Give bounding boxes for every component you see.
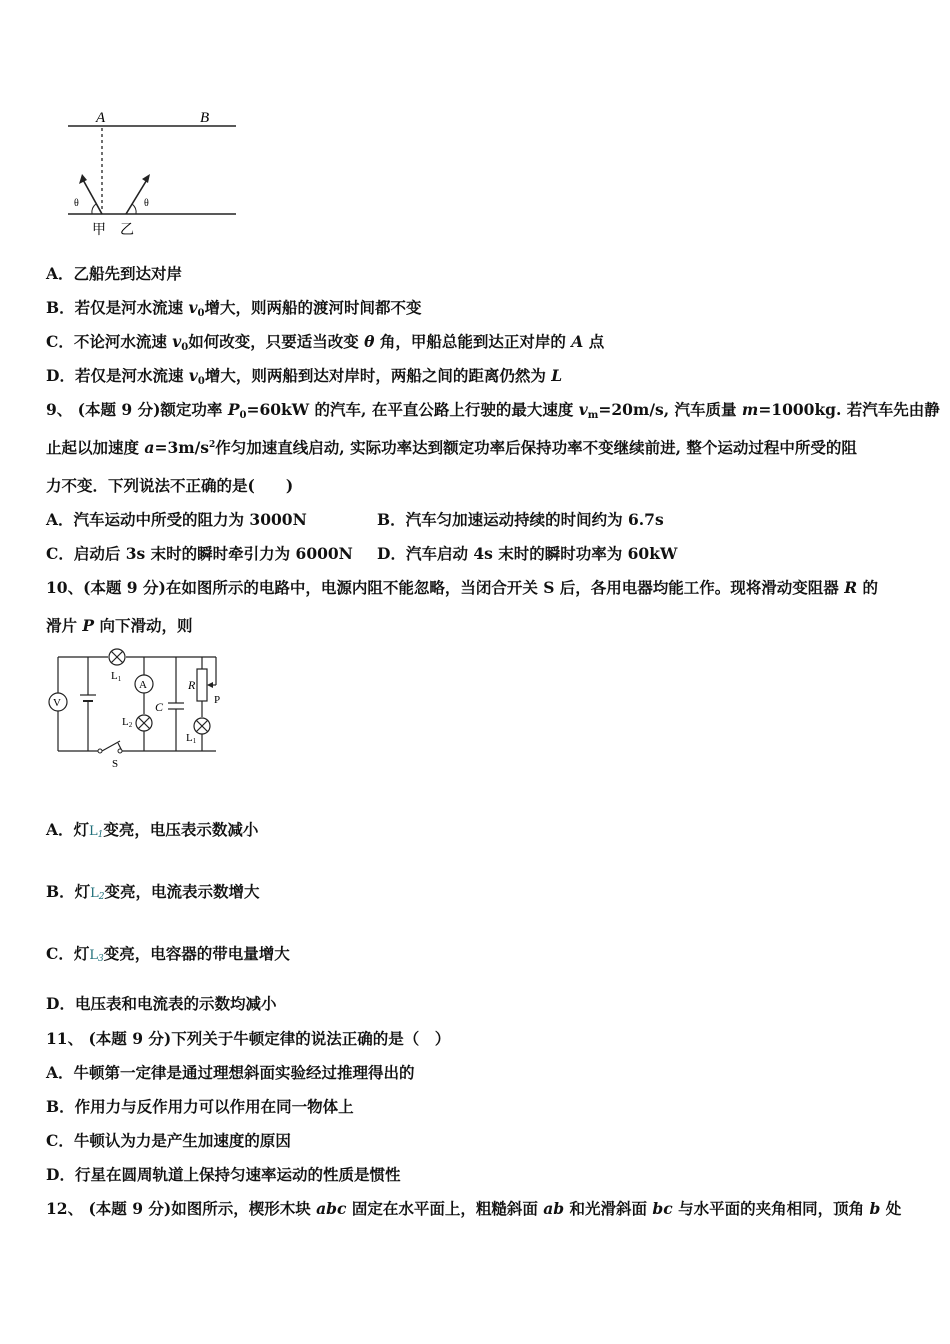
q11-option-a: A．牛顿第一定律是通过理想斜面实验经过推理得出的 xyxy=(46,1063,415,1082)
q10-option-b: B．灯L2变亮，电流表示数增大 xyxy=(46,882,260,902)
lamp-symbol: L3 xyxy=(89,948,104,964)
q9-stem-line3: 力不变．下列说法不正确的是( ) xyxy=(46,476,294,495)
q9-option-d: D．汽车启动 4s 末时的瞬时功率为 60kW xyxy=(377,544,678,563)
lamp-symbol: L2 xyxy=(90,886,105,902)
q12-stem-line1: 12、 (本题 9 分)如图所示，楔形木块 abc 固定在水平面上，粗糙斜面 ab 和光滑斜面 bc 与水平面的夹角相同，顶角 b 处 xyxy=(46,1199,902,1218)
q8-option-d: D．若仅是河水流速 $v_0$增大，则两船到达对岸时，两船之间的距离仍然为 L xyxy=(46,366,563,387)
river-crossing-figure xyxy=(60,100,250,240)
q9-stem-line2: 止起以加速度 $a=3m/s^2$作匀加速直线启动, 实际功率达到额定功率后保持功率不变继续前进, 整个运动过程中所受的阻 xyxy=(46,438,857,457)
label-ammeter: A xyxy=(139,679,147,691)
q10-option-a: A．灯L1变亮，电压表示数减小 xyxy=(46,820,259,840)
q10-stem-line1: 10、(本题 9 分)在如图所示的电路中，电源内阻不能忽略，当闭合开关 S 后，各用电器均能工作。现将滑动变阻器 R 的 xyxy=(46,578,878,597)
q9-stem-line1: 9、 (本题 9 分)额定功率 $P_0=60kW$ 的汽车, 在平直公路上行驶的最大速度 $v_m=20m/s$, 汽车质量 m=1000kg. 若汽车先由静 xyxy=(46,400,940,421)
q11-option-d: D．行星在圆周轨道上保持匀速率运动的性质是惯性 xyxy=(46,1165,401,1184)
label-theta-left: θ xyxy=(74,198,79,209)
label-l1: L1 xyxy=(111,670,122,683)
q11-option-c: C．牛顿认为力是产生加速度的原因 xyxy=(46,1131,291,1150)
circuit-figure xyxy=(40,645,230,770)
label-b: B xyxy=(200,110,210,126)
label-slider: P xyxy=(214,694,221,706)
q9-option-row1 xyxy=(46,508,307,530)
label-switch: S xyxy=(112,758,119,770)
q10-stem-line2: 滑片 P 向下滑动，则 xyxy=(46,616,193,635)
label-voltmeter: V xyxy=(53,697,61,709)
q8-option-b: B．若仅是河水流速 $v_0$增大，则两船的渡河时间都不变 xyxy=(46,298,422,319)
label-a: A xyxy=(96,110,106,126)
q11-option-b: B．作用力与反作用力可以作用在同一物体上 xyxy=(46,1097,354,1116)
q10-option-d: D．电压表和电流表的示数均减小 xyxy=(46,994,277,1013)
lamp-symbol: L1 xyxy=(89,824,104,840)
label-l2: L2 xyxy=(122,716,133,729)
q9-option-b: B．汽车匀加速运动持续的时间约为 6.7s xyxy=(377,510,664,529)
q9-option-a: A．汽车运动中所受的阻力为 3000N xyxy=(46,510,307,529)
label-rheostat: R xyxy=(188,678,196,692)
label-l3: L1 xyxy=(186,732,197,745)
q9-option-c: C．启动后 3s 末时的瞬时牵引力为 6000N xyxy=(46,544,353,563)
q11-stem: 11、 (本题 9 分)下列关于牛顿定律的说法正确的是（ ） xyxy=(46,1029,451,1048)
label-capacitor: C xyxy=(155,700,164,714)
q10-option-c: C．灯L3变亮，电容器的带电量增大 xyxy=(46,944,290,964)
q8-option-a: A．乙船先到达对岸 xyxy=(46,264,183,283)
label-yi: 乙 xyxy=(120,222,134,238)
label-jia: 甲 xyxy=(92,222,106,238)
q8-option-c: C．不论河水流速 $v_0$如何改变，只要适当改变 θ 角，甲船总能到达正对岸的 A 点 xyxy=(46,332,605,353)
label-theta-right: θ xyxy=(144,198,149,209)
